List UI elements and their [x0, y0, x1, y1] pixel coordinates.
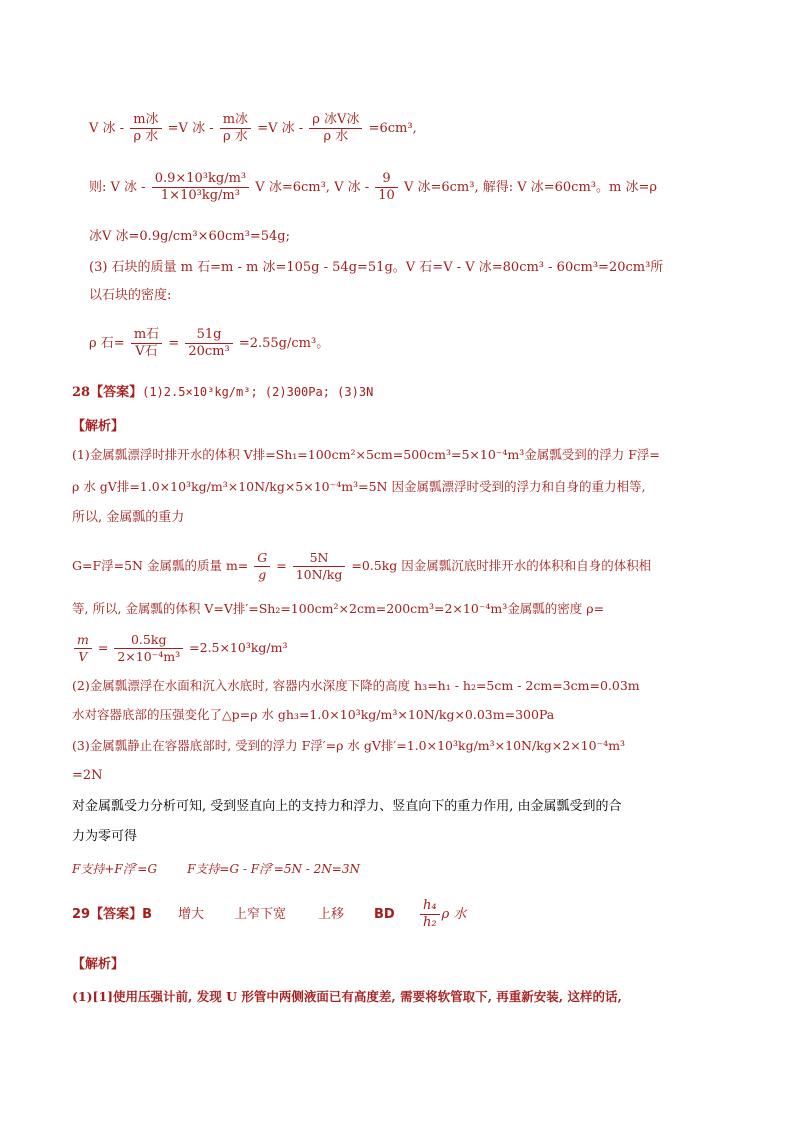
fraction: $\frac{5N}{10N/kg}$ [293, 550, 346, 583]
answer-tag: 【答案】 [90, 907, 143, 922]
q28-answer [72, 383, 373, 402]
q28-p2-line1: (2)金属瓢漂浮在水面和沉入水底时, 容器内水深度下降的高度 h₃=h₁ - h₂=5cm - 2cm=3cm=0.03m [72, 678, 640, 693]
fraction: $\frac{m}{V}$ [74, 632, 92, 665]
q29-line1: (1)[1]使用压强计前, 发现 U 形管中两侧液面已有高度差, 需要将软管取下, 再重新安装, 这样的话, [72, 989, 622, 1004]
q28-mass-formula: G=F浮=5N 金属瓢的质量 m= $\frac{G}{g}$ = $\frac{5N}{10N/kg}$ =0.5kg 因金属瓢沉底时排开水的体积和自身的体积相 [72, 550, 652, 582]
q28-p3-line3: 对金属瓢受力分析可知, 受到竖直向上的支持力和浮力、竖直向下的重力作用, 由金属瓢受到的合 [72, 799, 622, 814]
q28-p1-line1: (1)金属瓢漂浮时排开水的体积 V排=Sh₁=100cm²×5cm=500cm³=5×10⁻⁴m³金属瓢受到的浮力 F浮= [72, 447, 660, 462]
q28-p3-line2: =2N [72, 768, 103, 783]
q29-answer-4: 上移 [318, 907, 345, 922]
question-number: 28 [72, 385, 91, 400]
q29-answer-3: 上窄下宽 [234, 907, 287, 922]
q29-analysis-tag: 【解析】 [72, 957, 125, 972]
fraction: $\frac{\text{m冰}}{\text{ρ 水}}$ [220, 112, 251, 145]
q28-p1-line2: ρ 水 gV排=1.0×10³kg/m³×10N/kg×5×10⁻⁴m³=5N 因金属瓢漂浮时受到的浮力和自身的重力相等, [72, 479, 646, 494]
q29-answer-5: BD [374, 907, 395, 922]
step3-line1: (3) 石块的质量 m 石=m - m 冰=105g - 54g=51g。V 石=V - V 冰=80cm³ - 60cm³=20cm³所 [89, 260, 664, 275]
fraction: $\frac{0.5kg}{\text{2×10⁻⁴m³}}$ [114, 632, 183, 665]
formula-ice-mass: 冰V 冰=0.9g/cm³×60cm³=54g; [89, 229, 290, 244]
q28-p3-line4: 力为零可得 [72, 829, 138, 844]
formula-ice-solve: 则: V 冰 - $\frac{\text{0.9×10³kg/m³}}{\text{1×10³kg/m³}}$ V 冰=6cm³, V 冰 - $\frac{9}{10}$ V 冰=6cm³, 解得: V 冰=60cm³。m 冰=ρ [89, 171, 657, 203]
fraction: $\frac{\text{ρ 冰V冰}}{\text{ρ 水}}$ [309, 112, 362, 145]
q28-p1-line3: 所以, 金属瓢的重力 [72, 510, 185, 525]
fraction: $\frac{\text{h₄}}{\text{h₂}}$ [420, 898, 440, 931]
fraction: $\frac{G}{g}$ [254, 550, 270, 583]
formula-stone-density: ρ 石= $\frac{\text{m石}}{\text{V石}}$ = $\frac{51g}{\text{20cm³}}$ =2.55g/cm³。 [89, 327, 330, 359]
fraction: $\frac{\text{m冰}}{\text{ρ 水}}$ [130, 112, 161, 145]
q29-answer-2: 增大 [178, 907, 205, 922]
q28-p3-line5: F支持+F浮′=G F支持=G - F浮′=5N - 2N=3N [72, 862, 360, 876]
q28-p2-line2: 水对容器底部的压强变化了△p=ρ 水 gh₃=1.0×10³kg/m³×10N/kg×0.03m=300Pa [72, 707, 555, 722]
fraction: $\frac{\text{m石}}{\text{V石}}$ [131, 327, 162, 360]
question-number: 29 [72, 907, 91, 922]
q28-density-formula: $\frac{m}{V}$ = $\frac{0.5kg}{\text{2×10⁻⁴m³}}$ =2.5×10³kg/m³ [72, 632, 288, 665]
q28-p1-line5: 等, 所以, 金属瓢的体积 V=V排′=Sh₂=100cm²×2cm=200cm³=2×10⁻⁴m³金属瓢的密度 ρ= [72, 601, 605, 616]
q29-answer-6: $\frac{\text{h₄}}{\text{h₂}}$ ρ 水 [418, 898, 466, 931]
fraction: $\frac{\text{0.9×10³kg/m³}}{\text{1×10³kg/m³}}$ [152, 171, 249, 204]
formula-ice-volume: V 冰 - $\frac{\text{m冰}}{\text{ρ 水}}$ =V 冰 - $\frac{\text{m冰}}{\text{ρ 水}}$ =V 冰 - $\frac{\text{ρ 冰V冰}}{\text{ρ 水}}$ =6cm³, [89, 112, 417, 144]
answer-tag: 【答案】 [90, 385, 143, 400]
step3-line2: 以石块的密度: [89, 288, 172, 303]
fraction: $\frac{51g}{\text{20cm³}}$ [185, 327, 232, 360]
q29-answer: 29【答案】B [72, 907, 153, 922]
q28-analysis-tag: 【解析】 [72, 419, 125, 434]
fraction: $\frac{9}{10}$ [375, 171, 398, 204]
answer-text: (1)2.5×10³kg/m³; (2)300Pa; (3)3N [142, 385, 374, 399]
q28-p3-line1: (3)金属瓢静止在容器底部时, 受到的浮力 F浮′=ρ 水 gV排′=1.0×10³kg/m³×10N/kg×2×10⁻⁴m³ [72, 738, 626, 753]
